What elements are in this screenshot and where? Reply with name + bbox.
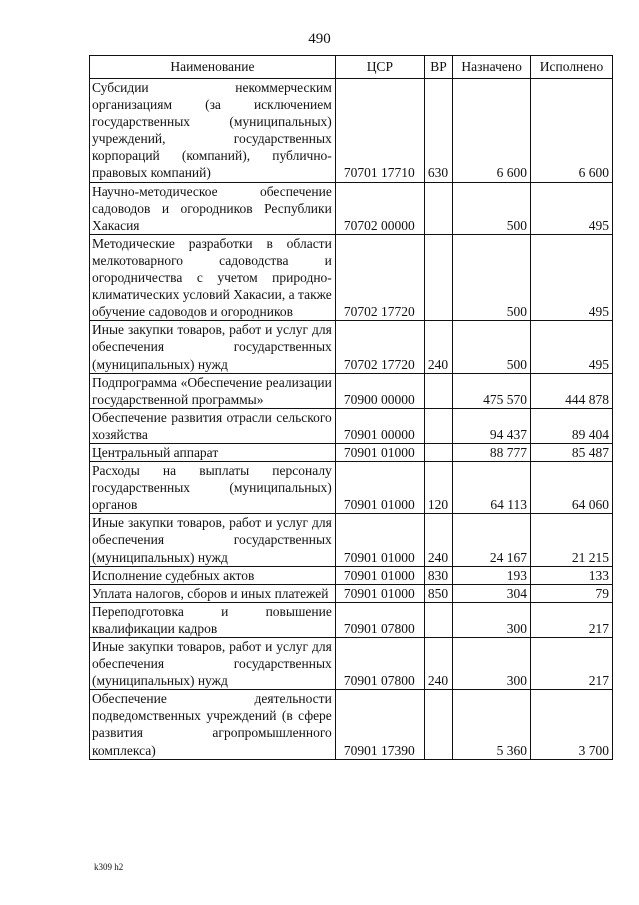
cell-executed: 85 487 [531,443,613,461]
cell-csr: 70901 01000 [335,514,424,566]
table-row [90,79,613,183]
cell-executed: 64 060 [531,462,613,514]
cell-assigned: 6 600 [453,79,531,183]
cell-name: Подпрограмма «Обеспечение реализации государственной программы» [90,373,336,408]
column-header-vr: ВР [424,56,452,79]
cell-name: Обеспечение развития отрасли сельского хозяйства [90,408,336,443]
cell-executed: 444 878 [531,373,613,408]
cell-executed: 495 [531,182,613,234]
cell-assigned: 193 [453,566,531,584]
cell-name: Иные закупки товаров, работ и услуг для обеспечения государственных (муниципальных) нужд [90,638,336,690]
table-body [90,79,613,760]
table-row [90,443,613,461]
cell-assigned: 500 [453,182,531,234]
cell-csr: 70702 00000 [335,182,424,234]
table-row [90,234,613,320]
cell-vr [424,373,452,408]
cell-assigned: 300 [453,638,531,690]
cell-assigned: 500 [453,321,531,373]
table-row [90,408,613,443]
column-header-assigned: Назначено [453,56,531,79]
cell-executed: 79 [531,584,613,602]
cell-csr: 70901 07800 [335,638,424,690]
cell-assigned: 300 [453,602,531,637]
cell-executed: 21 215 [531,514,613,566]
cell-csr: 70901 07800 [335,602,424,637]
cell-vr: 240 [424,514,452,566]
cell-executed: 495 [531,321,613,373]
cell-vr: 850 [424,584,452,602]
table-row [90,514,613,566]
cell-executed: 217 [531,602,613,637]
column-header-executed: Исполнено [531,56,613,79]
cell-vr [424,408,452,443]
cell-vr [424,182,452,234]
table-header [90,56,613,79]
cell-name: Методические разработки в области мелкотоварного садоводства и огородничества с учетом природно-климатических условий Хакасии, а также обучение садоводов и огородников [90,234,336,320]
cell-vr: 240 [424,638,452,690]
cell-csr: 70901 01000 [335,566,424,584]
cell-executed: 6 600 [531,79,613,183]
cell-csr: 70701 17710 [335,79,424,183]
cell-assigned: 64 113 [453,462,531,514]
cell-assigned: 88 777 [453,443,531,461]
cell-csr: 70702 17720 [335,234,424,320]
cell-csr: 70702 17720 [335,321,424,373]
cell-name: Переподготовка и повышение квалификации кадров [90,602,336,637]
table-row [90,690,613,759]
cell-assigned: 304 [453,584,531,602]
cell-assigned: 24 167 [453,514,531,566]
cell-name: Иные закупки товаров, работ и услуг для обеспечения государственных (муниципальных) нужд [90,321,336,373]
column-header-name: Наименование [90,56,336,79]
cell-vr [424,234,452,320]
cell-name: Центральный аппарат [90,443,336,461]
cell-assigned: 475 570 [453,373,531,408]
cell-assigned: 94 437 [453,408,531,443]
cell-vr: 630 [424,79,452,183]
cell-executed: 89 404 [531,408,613,443]
cell-executed: 217 [531,638,613,690]
cell-vr [424,602,452,637]
cell-name: Расходы на выплаты персоналу государственных (муниципальных) органов [90,462,336,514]
cell-assigned: 500 [453,234,531,320]
cell-name: Иные закупки товаров, работ и услуг для обеспечения государственных (муниципальных) нужд [90,514,336,566]
cell-name: Обеспечение деятельности подведомственных учреждений (в сфере развития агропромышленного комплекса) [90,690,336,759]
table-row [90,602,613,637]
cell-vr: 240 [424,321,452,373]
cell-csr: 70901 01000 [335,443,424,461]
footer-code: k309 h2 [94,862,124,872]
table-row [90,373,613,408]
table-row [90,566,613,584]
cell-executed: 495 [531,234,613,320]
table-row [90,321,613,373]
cell-csr: 70901 17390 [335,690,424,759]
cell-csr: 70901 00000 [335,408,424,443]
table-row [90,584,613,602]
cell-executed: 3 700 [531,690,613,759]
cell-vr [424,690,452,759]
table-row [90,182,613,234]
budget-table [89,55,613,760]
cell-executed: 133 [531,566,613,584]
cell-csr: 70901 01000 [335,584,424,602]
cell-name: Исполнение судебных актов [90,566,336,584]
column-header-csr: ЦСР [335,56,424,79]
cell-name: Уплата налогов, сборов и иных платежей [90,584,336,602]
cell-assigned: 5 360 [453,690,531,759]
cell-vr: 120 [424,462,452,514]
cell-name: Субсидии некоммерческим организациям (за исключением государственных (муниципальных) учреждений, государственных корпораций (компаний), публично-правовых компаний) [90,79,336,183]
cell-csr: 70900 00000 [335,373,424,408]
cell-vr [424,443,452,461]
cell-vr: 830 [424,566,452,584]
table-row [90,462,613,514]
cell-csr: 70901 01000 [335,462,424,514]
page-number: 490 [308,31,331,47]
header-row [90,56,613,79]
cell-name: Научно-методическое обеспечение садоводов и огородников Республики Хакасия [90,182,336,234]
table-row [90,638,613,690]
